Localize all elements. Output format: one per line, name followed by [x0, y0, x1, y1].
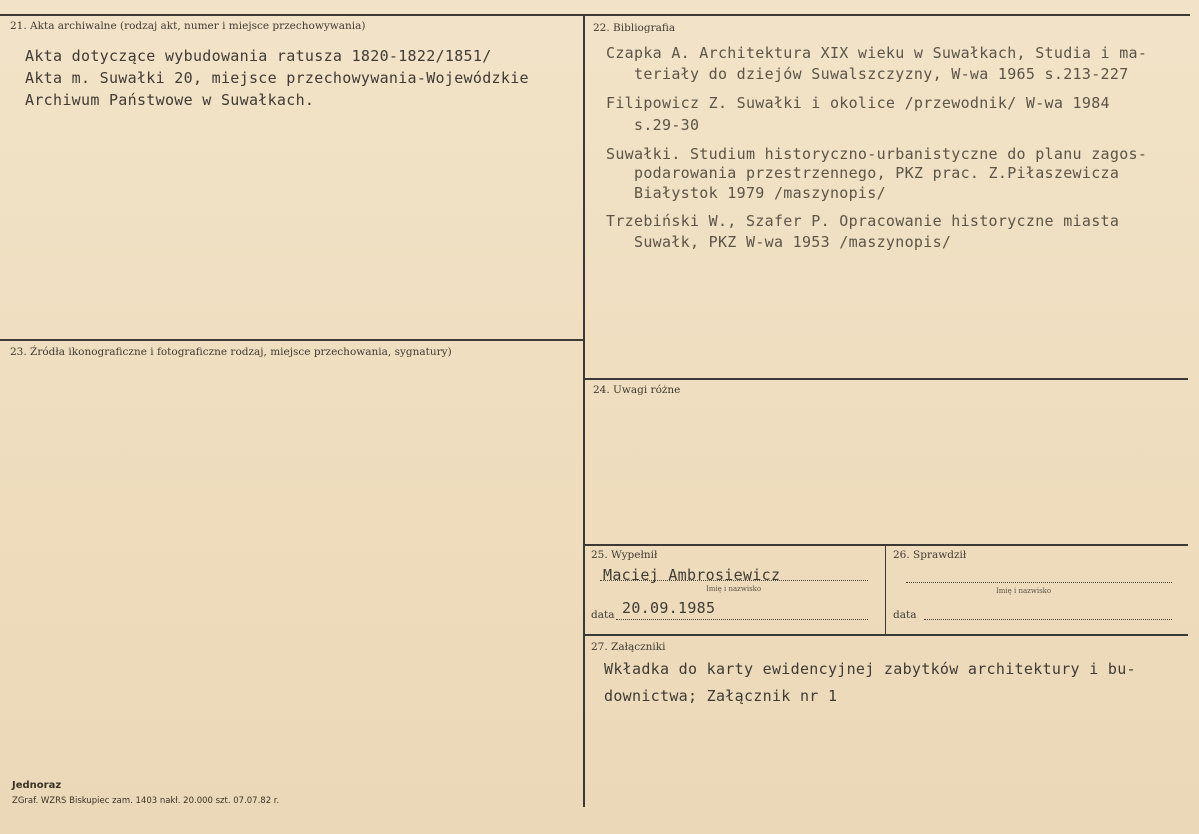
filled-by-name-line	[600, 580, 868, 581]
bibliography-line-8: Trzebiński W., Szafer P. Opracowanie historyczne miasta	[606, 212, 1120, 230]
section-26-label: 26. Sprawdził	[893, 549, 967, 561]
section-21-line-1: Akta dotyczące wybudowania ratusza 1820-1822/1851/	[25, 47, 492, 65]
section-21-line-2: Akta m. Suwałki 20, miejsce przechowywania-Wojewódzkie	[25, 69, 529, 87]
checked-by-date-label: data	[893, 609, 917, 621]
filled-by-date: 20.09.1985	[622, 599, 716, 617]
attachments-line-2: downictwa; Załącznik nr 1	[604, 687, 838, 705]
bibliography-line-1: Czapka A. Architektura XIX wieku w Suwałkach, Studia i ma-	[606, 44, 1148, 62]
center-vertical-divider	[583, 14, 585, 807]
attachments-line-1: Wkładka do karty ewidencyjnej zabytków architektury i bu-	[604, 660, 1136, 678]
bibliography-line-5: Suwałki. Studium historyczno-urbanistyczne do planu zagos-	[606, 145, 1148, 163]
divider-24-25	[584, 544, 1188, 546]
checked-by-name-line	[906, 582, 1172, 583]
bibliography-line-6: podarowania przestrzennego, PKZ prac. Z.Piłaszewicza	[606, 164, 1120, 182]
section-24-label: 24. Uwagi różne	[593, 384, 681, 396]
bibliography-line-9: Suwałk, PKZ W-wa 1953 /maszynopis/	[606, 233, 952, 251]
checked-by-date-line	[924, 619, 1172, 620]
footer-title: Jednoraz	[12, 780, 62, 791]
section-23-label: 23. Źródła ikonograficzne i fotograficzne rodzaj, miejsce przechowania, sygnatury)	[10, 346, 452, 358]
divider-22-24	[584, 378, 1188, 380]
bibliography-line-4: s.29-30	[606, 116, 700, 134]
section-21-line-3: Archiwum Państwowe w Suwałkach.	[25, 91, 315, 109]
filled-by-name-caption: Imię i nazwisko	[706, 585, 762, 593]
section-22-label: 22. Bibliografia	[593, 22, 676, 34]
divider-25-27	[584, 634, 1188, 636]
filled-by-date-label: data	[591, 609, 615, 621]
top-border	[0, 14, 1190, 16]
filled-by-date-line	[616, 619, 868, 620]
section-25-label: 25. Wypełnił	[591, 549, 658, 561]
divider-21-23	[0, 339, 584, 341]
divider-25-26	[885, 545, 886, 635]
section-27-label: 27. Załączniki	[591, 641, 666, 653]
filled-by-name: Maciej Ambrosiewicz	[603, 566, 781, 584]
footer-imprint: ZGraf. WZRS Biskupiec zam. 1403 nakł. 20.000 szt. 07.07.82 r.	[12, 796, 280, 806]
checked-by-name-caption: Imię i nazwisko	[996, 587, 1052, 595]
bibliography-line-3: Filipowicz Z. Suwałki i okolice /przewodnik/ W-wa 1984	[606, 94, 1110, 112]
bibliography-line-7: Białystok 1979 /maszynopis/	[606, 184, 886, 202]
bibliography-line-2: teriały do dziejów Suwalszczyzny, W-wa 1965 s.213-227	[606, 65, 1129, 83]
section-21-label: 21. Akta archiwalne (rodzaj akt, numer i miejsce przechowywania)	[10, 20, 366, 32]
